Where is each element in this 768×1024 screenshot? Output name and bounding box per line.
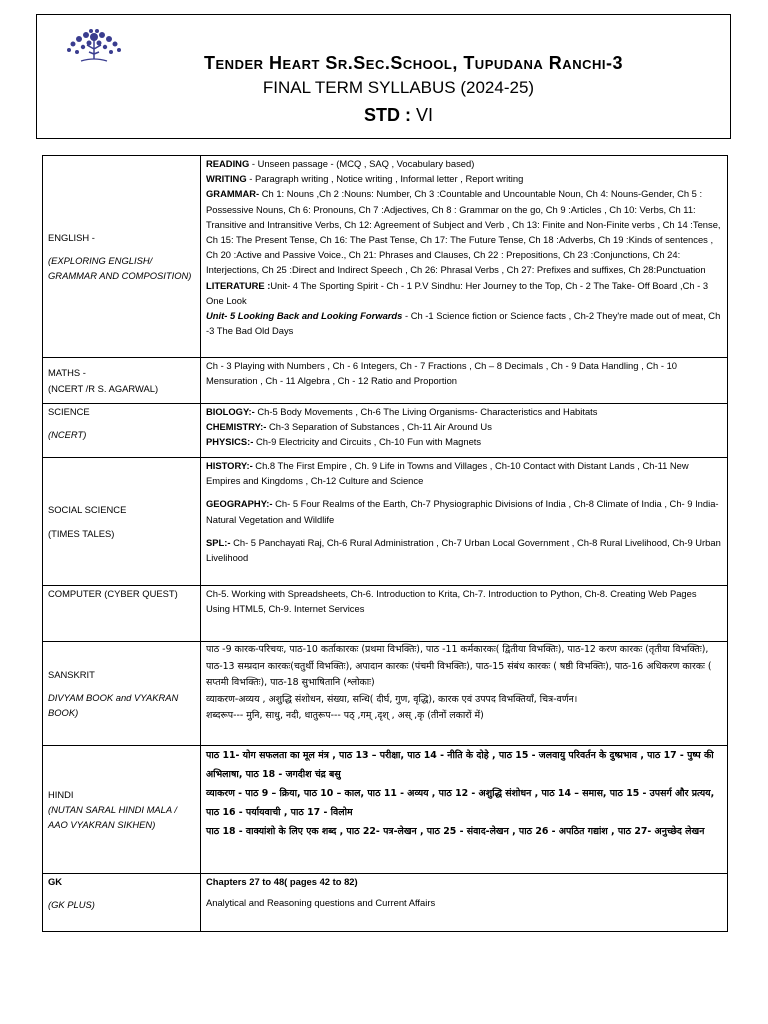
syllabus-line: व्याकरण - पाठ 9 – क्रिया, पाठ 10 – काल, पाठ 11 - अव्यय , पाठ 12 - अशुद्धि संशोधन , पाठ 14 – समास, पाठ 15 - उपसर्ग और प्रत्यय, पाठ 16 - पर्यायवाची , पाठ 17 - विलोम	[206, 788, 715, 818]
std-value: VI	[416, 105, 434, 125]
table-row-computer	[43, 586, 728, 642]
subject-name: HINDI	[48, 788, 74, 800]
table-row-science	[43, 404, 728, 458]
syllabus-line	[206, 458, 722, 488]
school-name: Tender Heart Sr.Sec.School, Tupudana Ranchi-3	[204, 53, 623, 73]
syllabus-line	[206, 404, 722, 419]
line-label: WRITING	[206, 173, 247, 185]
subject-name: SANSKRIT	[48, 668, 95, 680]
subject-cell	[43, 746, 201, 874]
syllabus-line: Analytical and Reasoning questions and Current Affairs	[206, 897, 436, 909]
table-row-social-science	[43, 458, 728, 586]
subject-name: SCIENCE	[48, 406, 90, 417]
syllabus-line	[206, 156, 722, 171]
line-text: - Ch -1 Science fiction or Science facts , Ch-2 They're made out of meat, Ch -3 The Bad Old Days	[206, 310, 721, 337]
line-label: GEOGRAPHY:-	[206, 498, 273, 510]
syllabus-line	[206, 171, 722, 186]
subject-cell	[43, 586, 201, 642]
header-box	[36, 14, 731, 139]
subject-cell	[43, 642, 201, 746]
line-label: CHEMISTRY:-	[206, 421, 267, 433]
std-label: STD :	[363, 105, 411, 125]
table-row-hindi	[43, 746, 728, 874]
subject-cell	[43, 358, 201, 404]
subject-cell	[43, 156, 201, 358]
subject-book: (EXPLORING ENGLISH/ GRAMMAR AND COMPOSITION)	[48, 254, 192, 282]
syllabus-line	[206, 535, 722, 565]
subject-book: (NCERT)	[48, 429, 87, 441]
line-label: READING	[206, 158, 250, 169]
std-line	[37, 105, 730, 126]
syllabus-line	[206, 308, 722, 338]
line-text: Ch- 5 Panchayati Raj, Ch-6 Rural Administration , Ch-7 Urban Local Government , Ch-8 Rural Livelihood, Ch-9 Urban Livelihood	[206, 536, 721, 564]
syllabus-cell	[201, 404, 728, 458]
syllabus-cell	[201, 746, 728, 874]
line-text: - Unseen passage - (MCQ , SAQ , Vocabulary based)	[249, 158, 475, 169]
subject-name: SOCIAL SCIENCE	[48, 504, 127, 516]
line-text: Ch- 5 Four Realms of the Earth, Ch-7 Physiographic Divisions of India , Ch-8 Climate of India , Ch- 9 India- Natural Vegetation and Wildlife	[206, 498, 719, 525]
line-text: Unit- 4 The Sporting Spirit - Ch - 1 P.V Sindhu: Her Journey to the Top, Ch - 2 The Take- Off Board ,Ch - 3 One Look	[206, 279, 709, 306]
subject-name: ENGLISH -	[48, 231, 95, 243]
syllabus-line: पाठ 11- योग सफलता का मूल मंत्र , पाठ 13 – परीक्षा, पाठ 14 - नीति के दोहे , पाठ 15 - जलवायु परिवर्तन के दुष्प्रभाव , पाठ 17 - पुष्प की अभिलाषा, पाठ 18 - जगदीश चंद्र बसु	[206, 750, 714, 780]
term-title: FINAL TERM SYLLABUS (2024-25)	[262, 78, 535, 97]
line-text: Ch-3 Separation of Substances , Ch-11 Air Around Us	[266, 421, 492, 433]
syllabus-cell: Ch-5. Working with Spreadsheets, Ch-6. Introduction to Krita, Ch-7. Introduction to Python, Ch-8. Creating Web Pages Using HTML5, Ch-9. Internet Services	[201, 586, 728, 642]
table-row-english	[43, 156, 728, 358]
subject-book: (TIMES TALES)	[48, 527, 115, 539]
table-row-sanskrit	[43, 642, 728, 746]
subject-book: (CYBER QUEST)	[104, 588, 178, 599]
line-text: Ch-5 Body Movements , Ch-6 The Living Organisms- Characteristics and Habitats	[254, 406, 598, 417]
line-label: HISTORY:-	[206, 460, 253, 471]
subject-book: DIVYAM BOOK and VYAKRAN BOOK)	[48, 691, 179, 719]
line-text: Ch-9 Electricity and Circuits , Ch-10 Fun with Magnets	[253, 436, 482, 448]
subject-book: (GK PLUS)	[48, 899, 95, 911]
syllabus-line: पाठ -9 कारक-परिचयः, पाठ-10 कर्ताकारकः (प्रथमा विभक्तिः), पाठ -11 कर्मकारकः( द्वितीया विभक्तिः), पाठ-12 करण कारकः (तृतीया विभक्तिः), पाठ-13 सम्प्रदान कारकः(चतुर्थी विभक्तिः), अपादान कारकः (पंचमी विभक्तिः), पाठ-15 संबंध कारकः ( षष्ठी विभक्तिः), पाठ-16 अधिकरण कारकः ( सप्तमी विभक्तिः), पाठ-18 सुभाषितानि (श्लोकाः)	[206, 644, 712, 688]
syllabus-line	[206, 278, 722, 308]
syllabus-line	[206, 496, 722, 526]
syllabus-line: शब्दरूप--- मुनि, साधु, नदी, धातुरूप--- पठ् ,गम् ,दृश् , अस् ,कृ (तीनों लकारों में)	[206, 710, 484, 721]
syllabus-cell	[201, 642, 728, 746]
line-label: LITERATURE :	[206, 279, 271, 291]
subject-name: COMPUTER	[48, 588, 102, 599]
subject-book: (NCERT /R S. AGARWAL)	[48, 382, 159, 394]
table-row-gk	[43, 874, 728, 932]
subject-cell	[43, 458, 201, 586]
syllabus-line	[206, 186, 722, 277]
line-label: BIOLOGY:-	[206, 406, 255, 417]
syllabus-line: पाठ 18 - वाक्यांशो के लिए एक शब्द , पाठ 22- पत्र-लेखन , पाठ 25 - संवाद-लेखन , पाठ 26 - अपठित गद्यांश , पाठ 27- अनुच्छेद लेखन	[206, 826, 705, 837]
line-label: SPL:-	[206, 536, 231, 548]
syllabus-table	[42, 155, 728, 932]
syllabus-line: व्याकरण-अव्यय , अशुद्धि संशोधन, संख्या, सन्धि( दीर्घ, गुण, वृद्धि), कारक एवं उपपद विभक्तियाँ, चित्र-वर्णन।	[206, 693, 578, 705]
table-row-maths	[43, 358, 728, 404]
line-text: Ch.8 The First Empire , Ch. 9 Life in Towns and Villages , Ch-10 Contact with Distant Lands , Ch-11 New Empires and Kingdoms , Ch-12 Culture and Science	[206, 460, 689, 487]
line-label: GRAMMAR-	[206, 188, 260, 200]
syllabus-cell	[201, 458, 728, 586]
line-text: Ch 1: Nouns ,Ch 2 :Nouns: Number, Ch 3 :Countable and Uncountable Noun, Ch 4: Nouns-Gender, Ch 5 : Possessive Nouns, Ch 6: Pronouns, Ch 7 :Adjectives, Ch 8 : Grammar on the go, Ch 9 :Articles , Ch 10: Verbs, Ch 11: Transitive and Intransitive Verbs, Ch 12: Agreement of Subject and Verb , Ch 13: Finite and Non-Finite verbs , Ch 14 :Tense, Ch 15: The Present Tense, Ch 16: The Past Tense, Ch 17: The Future Tense, Ch 18 :Adverbs, Ch 19 :Kinds of sentences , Ch 20 :Active and Passive Voice., Ch 21: Phrases and Clauses, Ch 22 : Prepositions, Ch 23 :Conjunctions, Ch 24: Interjections, Ch 25 :Direct and Indirect Speech , Ch 26: Phrasal Verbs , Ch 27: Prefixes and suffixes, Ch 28:Punctuation	[206, 188, 721, 276]
syllabus-cell	[201, 156, 728, 358]
line-text: - Paragraph writing , Notice writing , Informal letter , Report writing	[246, 173, 524, 185]
subject-name: MATHS -	[48, 367, 86, 379]
subject-name: GK	[48, 876, 63, 887]
subject-cell	[43, 404, 201, 458]
line-label: Unit- 5 Looking Back and Looking Forwards	[206, 310, 403, 322]
line-label: PHYSICS:-	[206, 436, 254, 448]
subject-book: (NUTAN SARAL HINDI MALA / AAO VYAKRAN SIKHEN)	[48, 803, 178, 831]
syllabus-cell	[201, 874, 728, 932]
syllabus-line	[206, 419, 722, 434]
syllabus-line	[206, 434, 722, 449]
syllabus-line: Chapters 27 to 48( pages 42 to 82)	[206, 876, 358, 887]
subject-cell	[43, 874, 201, 932]
syllabus-cell: Ch - 3 Playing with Numbers , Ch - 6 Integers, Ch - 7 Fractions , Ch – 8 Decimals , Ch - 9 Data Handling , Ch - 10 Mensuration , Ch - 11 Algebra , Ch - 12 Ratio and Proportion	[201, 358, 728, 404]
